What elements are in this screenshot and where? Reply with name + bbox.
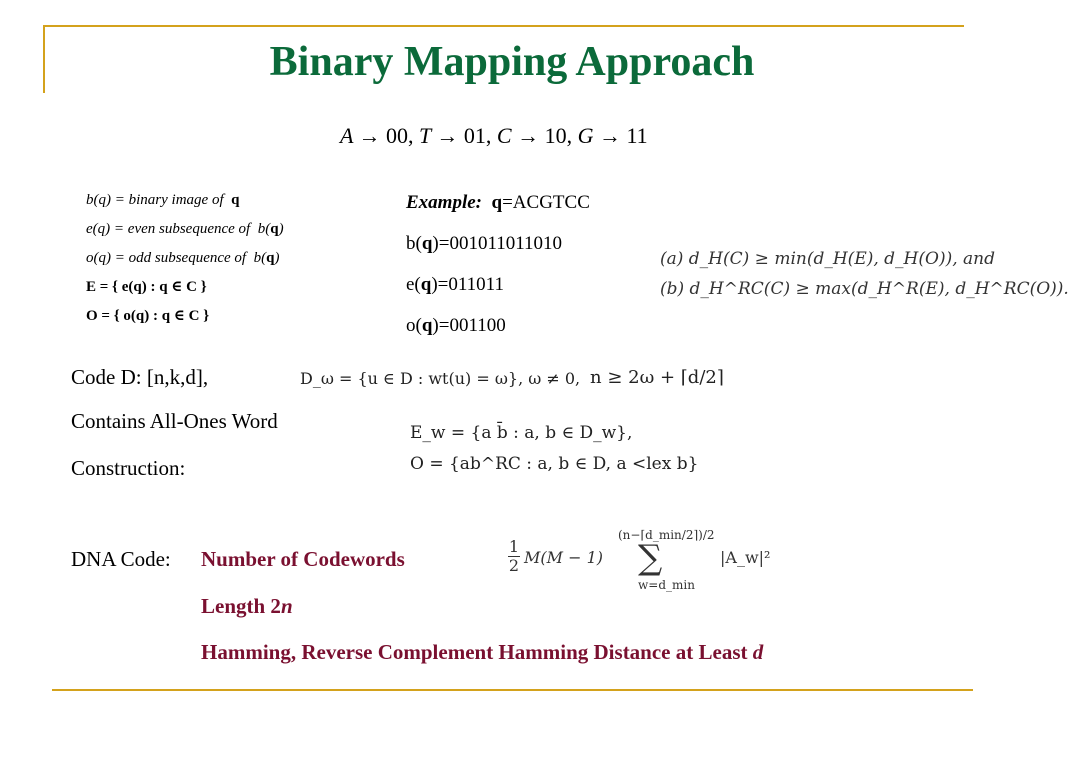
- example-b: b(q)=001011011010: [406, 233, 563, 254]
- map-a-code: 00,: [386, 123, 414, 148]
- example-block: [406, 182, 590, 346]
- definitions-block: [86, 186, 284, 331]
- map-c-code: 10,: [544, 123, 573, 148]
- sigma-symbol: ∑: [638, 538, 663, 578]
- sum-lower-limit: w=d_min: [638, 578, 695, 592]
- example-o: o(q)=001100: [406, 315, 506, 336]
- def-O-set: O = { o(q) : q ∈ C }: [86, 308, 210, 324]
- distance-bounds: [660, 244, 1069, 304]
- map-a: A: [340, 123, 354, 148]
- def-binary-image: b(q) = binary image of q: [86, 192, 240, 208]
- sum-term: |A_w|²: [720, 548, 771, 567]
- length-line: Length 2n: [201, 594, 293, 618]
- d-omega-formula: D_ω = {u ∈ D : wt(u) = ω}, ω ≠ 0,: [300, 369, 581, 388]
- number-of-codewords: Number of Codewords: [201, 547, 405, 571]
- O-formula: O = {ab^RC : a, b ∈ D, a <lex b}: [410, 454, 699, 474]
- map-t: T: [419, 123, 431, 148]
- bottom-rule: [52, 689, 973, 691]
- def-E-set: E = { e(q) : q ∈ C }: [86, 279, 207, 295]
- all-ones-word: Contains All-Ones Word: [71, 409, 278, 433]
- dna-code-label: DNA Code:: [71, 547, 171, 571]
- nucleotide-mapping: A → 00, T → 01, C → 10, G → 11: [340, 123, 648, 148]
- code-label: Code D: [n,k,d],: [71, 365, 209, 389]
- top-rule: [43, 25, 964, 27]
- bound-a: (a) d_H(C) ≥ min(d_H(E), d_H(O)), and: [660, 249, 995, 269]
- slide-title: Binary Mapping Approach: [269, 39, 755, 85]
- def-odd-subsequence: o(q) = odd subsequence of b(q): [86, 250, 280, 266]
- mm-term: M(M − 1): [524, 548, 604, 567]
- map-t-code: 01,: [463, 123, 492, 148]
- def-even-subsequence: e(q) = even subsequence of b(q): [86, 221, 284, 237]
- example-q: Example: q=ACGTCC: [406, 192, 590, 213]
- frac-half: 1 2: [508, 537, 520, 575]
- example-label: Example:: [406, 192, 482, 213]
- sum-upper-limit: (n−⌈d_min/2⌉)/2: [618, 528, 715, 542]
- bound-b: (b) d_H^RC(C) ≥ max(d_H^R(E), d_H^RC(O)).: [660, 279, 1069, 299]
- construction-label: Construction:: [71, 456, 186, 480]
- map-g-code: 11: [626, 123, 648, 148]
- hamming-line: Hamming, Reverse Complement Hamming Distance at Least d: [201, 640, 764, 664]
- E-w-formula: E_w = {a b̄ : a, b ∈ D_w},: [410, 423, 633, 443]
- map-c: C: [496, 123, 512, 148]
- n-condition: n ≥ 2ω + ⌈d/2⌉: [590, 367, 724, 388]
- map-g: G: [577, 123, 594, 148]
- example-e: e(q)=011011: [406, 274, 504, 295]
